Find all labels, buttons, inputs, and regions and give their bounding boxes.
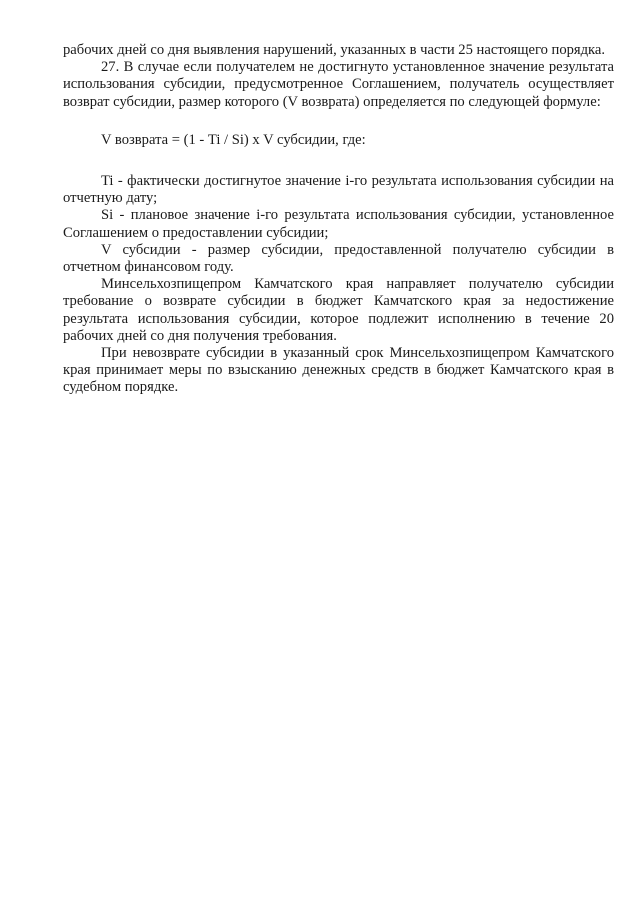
definition-v-subsidy: V субсидии - размер субсидии, предоставленной получателю субсидии в отчетном финансовом году. [63, 241, 614, 276]
paragraph-refund-demand: Минсельхозпищепром Камчатского края направляет получателю субсидии требование о возврате субсидии в бюджет Камчатского края за недостижение результата использования субсидии, которое подлежит исполнению в течение 20 рабочих дней со дня получения требования. [63, 276, 614, 344]
document-body [63, 42, 614, 397]
paragraph-court-recovery: При невозврате субсидии в указанный срок Минсельхозпищепром Камчатского края принимает меры по взысканию денежных средств в бюджет Камчатского края в судебном порядке. [63, 345, 614, 396]
definition-si: Si - плановое значение i-го результата использования субсидии, установленное Соглашением о предоставлении субсидии; [63, 207, 614, 241]
definition-ti: Ti - фактически достигнутое значение i-го результата использования субсидии на отчетную дату; [63, 173, 614, 207]
paragraph-continuation: рабочих дней со дня выявления нарушений, указанных в части 25 настоящего порядка. [63, 42, 606, 58]
refund-formula: V возврата = (1 - Ti / Si) x V субсидии, где: [101, 131, 366, 148]
paragraph-item-27: 27. В случае если получателем не достигнуто установленное значение результата использования субсидии, предусмотренное Соглашением, получатель осуществляет возврат субсидии, размер которого (V возврата) определяется по следующей формуле: [63, 59, 614, 110]
spacer [63, 149, 614, 173]
spacer [63, 111, 614, 132]
